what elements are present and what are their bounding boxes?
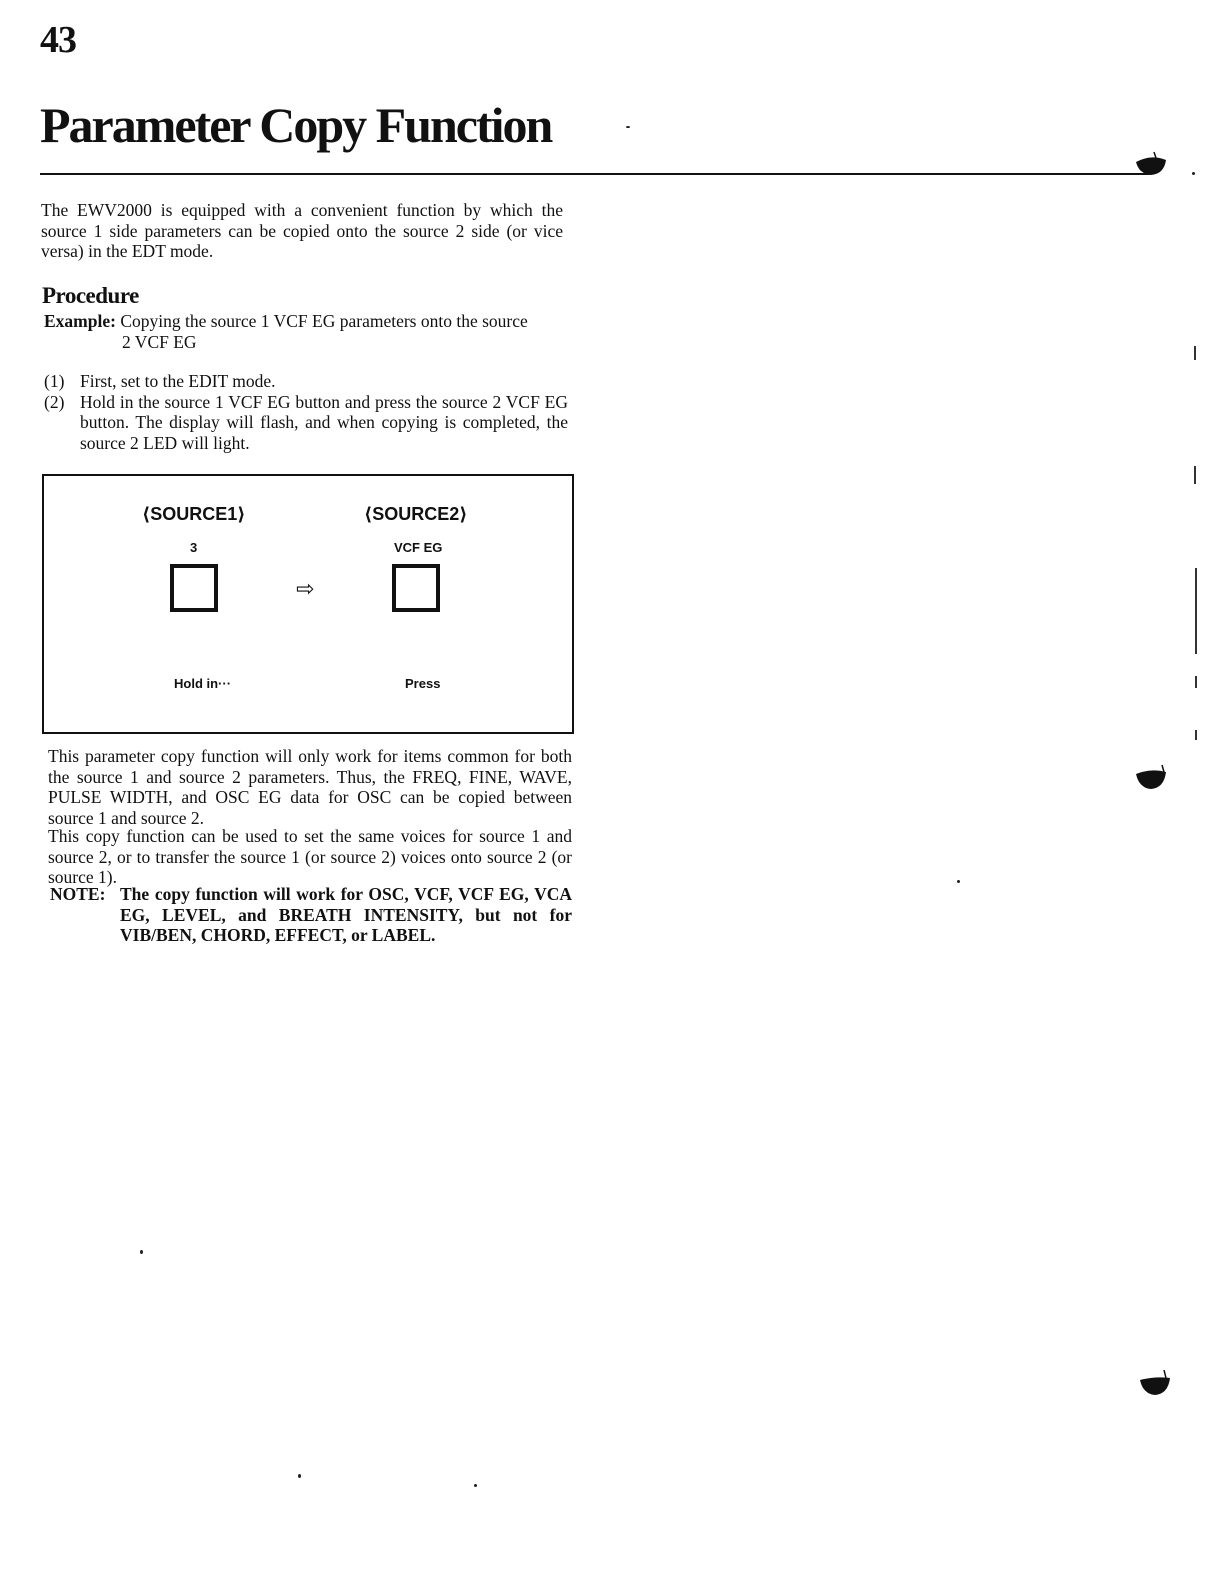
- example-line-1: [44, 311, 568, 332]
- source2-sub-label: VCF EG: [394, 540, 443, 555]
- source1-action-label: Hold in···: [174, 676, 232, 691]
- copy-diagram: [42, 474, 574, 734]
- body-paragraph: This copy function can be used to set the same voices for source 1 and source 2, or to transfer the source 1 (or source 2) voices onto source 2 (or source 1).: [48, 826, 572, 887]
- source2-action-label: Press: [405, 676, 441, 691]
- step-number: (2): [44, 391, 65, 412]
- note-label: NOTE:: [50, 884, 106, 904]
- title-rule: [40, 173, 1150, 175]
- steps-list: [44, 371, 568, 453]
- scan-speck: [957, 880, 960, 883]
- arrow-icon: ⇨: [296, 576, 315, 601]
- page-number: 43: [40, 19, 76, 61]
- example: [44, 311, 568, 352]
- example-text-1: Copying the source 1 VCF EG parameters onto the source: [120, 311, 528, 331]
- list-item: [44, 371, 568, 392]
- scan-speck: [1195, 676, 1197, 688]
- scan-speck: [140, 1250, 143, 1254]
- body-paragraph: This parameter copy function will only work for items common for both the source 1 and source 2 parameters. Thus, the FREQ, FINE, WAVE, PULSE WIDTH, and OSC EG data for OSC can be copied between source 1 and source 2.: [48, 746, 572, 828]
- note: [50, 884, 572, 946]
- scan-speck: [1195, 730, 1197, 740]
- example-label: Example:: [44, 311, 116, 331]
- page-title: Parameter Copy Function: [40, 97, 552, 153]
- note-text: The copy function will work for OSC, VCF, VCF EG, VCA EG, LEVEL, and BREATH INTENSITY, but not for VIB/BEN, CHORD, EFFECT, or LABEL.: [120, 884, 572, 945]
- scan-speck: [474, 1484, 477, 1487]
- source2-label: ⟨SOURCE2⟩: [364, 504, 468, 524]
- scan-speck: [626, 126, 630, 128]
- step-number: (1): [44, 371, 65, 391]
- scan-speck: [298, 1474, 301, 1478]
- binding-hole-mark-middle: [1134, 764, 1168, 790]
- source2-button-diagram: [392, 564, 440, 612]
- binding-hole-mark-bottom: [1138, 1370, 1172, 1396]
- step-text: First, set to the EDIT mode.: [80, 371, 276, 391]
- scan-speck: [1194, 346, 1196, 360]
- scan-speck: [1195, 568, 1197, 654]
- example-text-2: 2 VCF EG: [122, 331, 197, 352]
- step-text: Hold in the source 1 VCF EG button and press the source 2 VCF EG button. The display will flash, and when copying is completed, the source 2 LED will light.: [80, 391, 568, 453]
- intro-paragraph: The EWV2000 is equipped with a convenient function by which the source 1 side parameters can be copied onto the source 2 side (or vice versa) in the EDT mode.: [41, 200, 563, 261]
- list-item: [44, 392, 568, 454]
- scan-speck: [1194, 466, 1196, 484]
- binding-hole-mark-top: [1134, 150, 1168, 176]
- source1-sub-label: 3: [190, 540, 198, 555]
- source1-button-diagram: [170, 564, 218, 612]
- procedure-heading: Procedure: [42, 283, 139, 308]
- scan-speck: [1192, 172, 1195, 175]
- source1-label: ⟨SOURCE1⟩: [142, 504, 246, 524]
